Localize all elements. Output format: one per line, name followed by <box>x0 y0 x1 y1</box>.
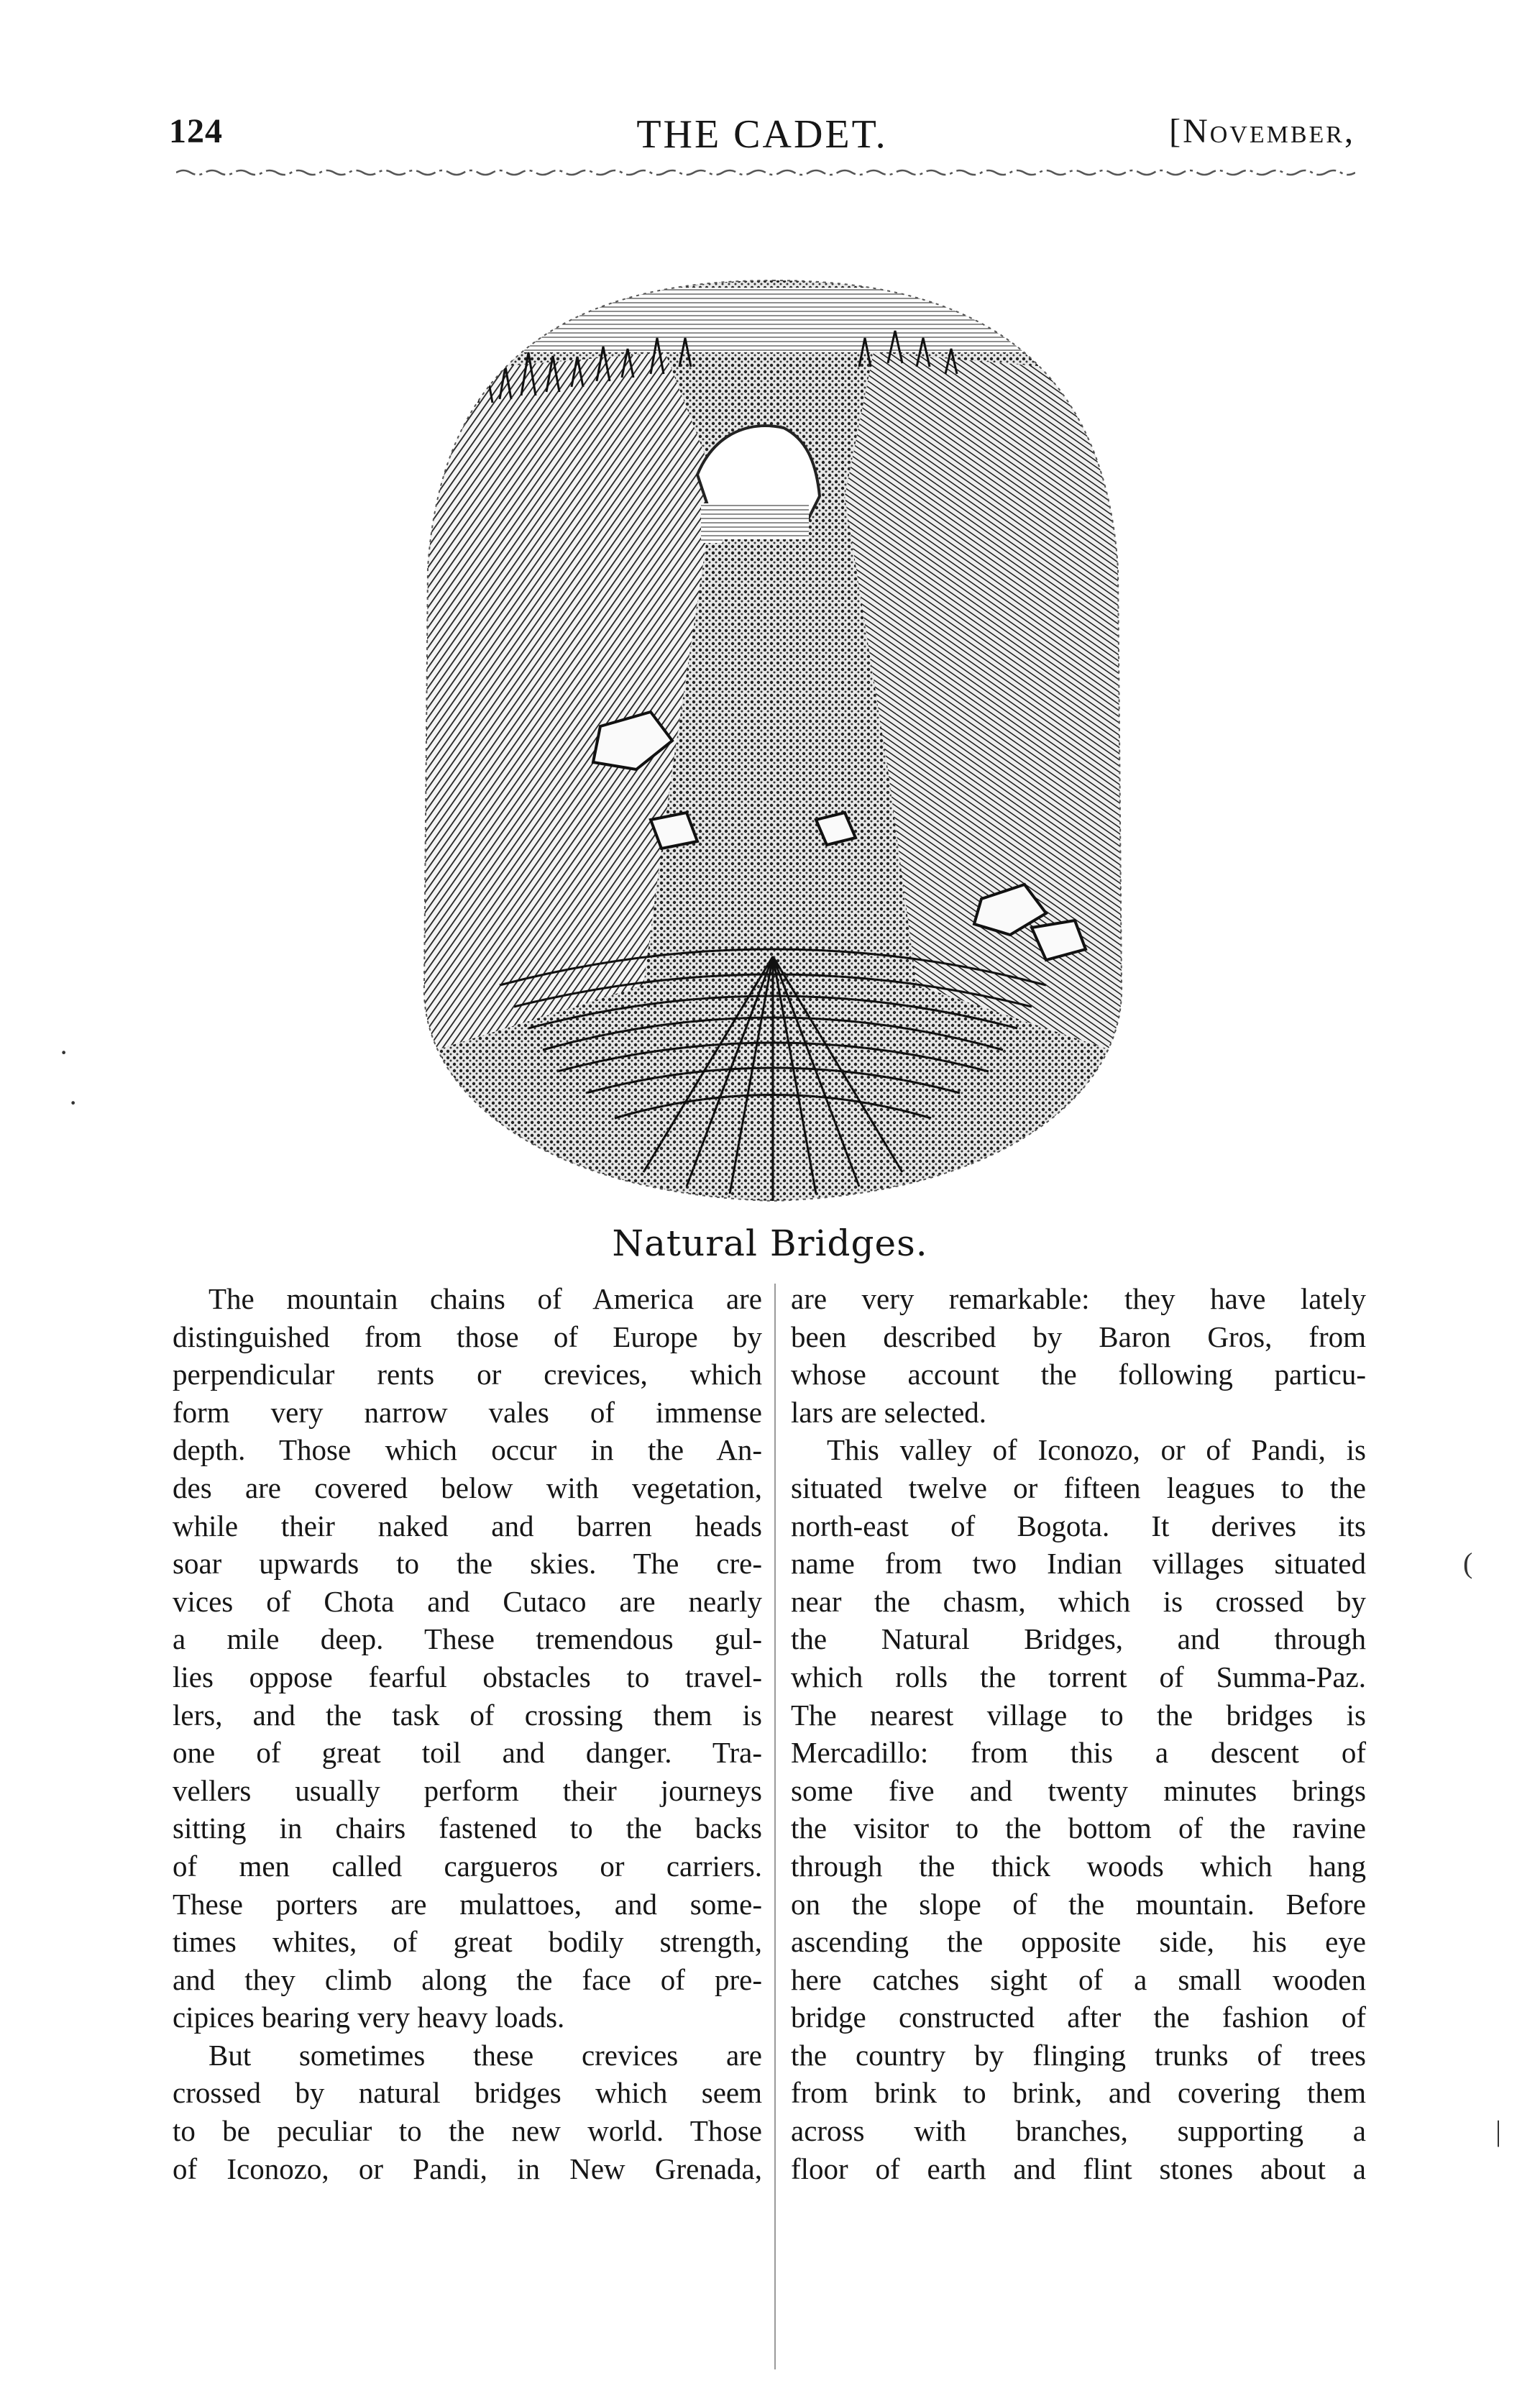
text-line: name from two Indian villages situated <box>791 1547 1366 1581</box>
text-line: lers, and the task of crossing them is <box>173 1698 762 1732</box>
text-line: are very remarkable: they have lately <box>791 1282 1366 1315</box>
text-line: whose account the following particu- <box>791 1358 1366 1391</box>
text-line: some five and twenty minutes brings <box>791 1773 1366 1807</box>
text-line: bridge constructed after the fashion of <box>791 2001 1366 2034</box>
left-text-column <box>173 1280 762 2187</box>
margin-speck: ( <box>1463 1547 1473 1579</box>
text-line: The mountain chains of America are <box>208 1282 762 1315</box>
text-line: on the slope of the mountain. Before <box>791 1887 1366 1921</box>
text-line: cipices bearing very heavy loads. <box>173 2001 565 2034</box>
text-line: been described by Baron Gros, from <box>791 1320 1366 1353</box>
text-line: soar upwards to the skies. The cre- <box>173 1547 762 1581</box>
text-line: ascending the opposite side, his eye <box>791 1925 1366 1959</box>
text-line: lars are selected. <box>791 1395 987 1429</box>
text-line: which rolls the torrent of Summa-Paz. <box>791 1660 1366 1693</box>
text-line: the visitor to the bottom of the ravine <box>791 1811 1366 1845</box>
text-line: des are covered below with vegetation, <box>173 1471 762 1504</box>
text-line: vellers usually perform their journeys <box>173 1773 762 1807</box>
paragraph-natural-bridges <box>173 2036 762 2187</box>
text-line: depth. Those which occur in the An- <box>173 1433 762 1467</box>
right-text-column <box>791 1280 1366 2187</box>
paragraph-continued <box>791 1280 1366 1431</box>
text-line: near the chasm, which is crossed by <box>791 1584 1366 1618</box>
page-number: 124 <box>169 112 223 150</box>
text-line: These porters are mulattoes, and some- <box>173 1887 762 1921</box>
text-line: situated twelve or fifteen leagues to the <box>791 1471 1366 1504</box>
text-line: and they climb along the face of pre- <box>173 1962 762 1996</box>
text-line: from brink to brink, and covering them <box>791 2076 1366 2110</box>
margin-speck: · <box>68 1087 78 1119</box>
text-line: form very narrow vales of immense <box>173 1395 762 1429</box>
text-line: the Natural Bridges, and through <box>791 1622 1366 1656</box>
text-line: distinguished from those of Europe by <box>173 1320 762 1353</box>
paragraph-valley-of-iconozo <box>791 1431 1366 2187</box>
running-date: [November, <box>1169 112 1355 150</box>
text-line: The nearest village to the bridges is <box>791 1698 1366 1732</box>
text-line: sitting in chairs fastened to the backs <box>173 1811 762 1845</box>
engraving-natural-bridges <box>413 266 1132 1208</box>
text-line: a mile deep. These tremendous gul- <box>173 1622 762 1656</box>
text-line: the country by flinging trunks of trees <box>791 2038 1366 2072</box>
running-head <box>169 111 1355 169</box>
text-line: lies oppose fearful obstacles to travel- <box>173 1660 762 1693</box>
text-line: of Iconozo, or Pandi, in New Grenada, <box>173 2152 762 2185</box>
text-line: of men called cargueros or carriers. <box>173 1849 762 1883</box>
engraving-illustration <box>413 266 1132 1208</box>
figure-caption: Natural Bridges. <box>612 1222 928 1264</box>
text-line: This valley of Iconozo, or of Pandi, is <box>827 1433 1366 1467</box>
margin-speck: | <box>1495 2115 1502 2147</box>
text-line: here catches sight of a small wooden <box>791 1962 1366 1996</box>
header-rule <box>176 167 1355 178</box>
text-line: north-east of Bogota. It derives its <box>791 1509 1366 1542</box>
paragraph-mountain-chains <box>173 1280 762 2036</box>
text-line: across with branches, supporting a <box>791 2114 1366 2148</box>
text-line: while their naked and barren heads <box>173 1509 762 1542</box>
text-line: through the thick woods which hang <box>791 1849 1366 1883</box>
column-divider <box>774 1284 776 2369</box>
text-line: But sometimes these crevices are <box>208 2038 762 2072</box>
text-line: to be peculiar to the new world. Those <box>173 2114 762 2148</box>
text-line: vices of Chota and Cutaco are nearly <box>173 1584 762 1618</box>
margin-speck: · <box>59 1036 69 1069</box>
running-title: THE CADET. <box>636 112 888 157</box>
text-line: crossed by natural bridges which seem <box>173 2076 762 2110</box>
text-line: one of great toil and danger. Tra- <box>173 1736 762 1770</box>
text-line: Mercadillo: from this a descent of <box>791 1736 1366 1770</box>
text-line: times whites, of great bodily strength, <box>173 1925 762 1959</box>
text-line: floor of earth and flint stones about a <box>791 2152 1366 2185</box>
text-line: perpendicular rents or crevices, which <box>173 1358 762 1391</box>
